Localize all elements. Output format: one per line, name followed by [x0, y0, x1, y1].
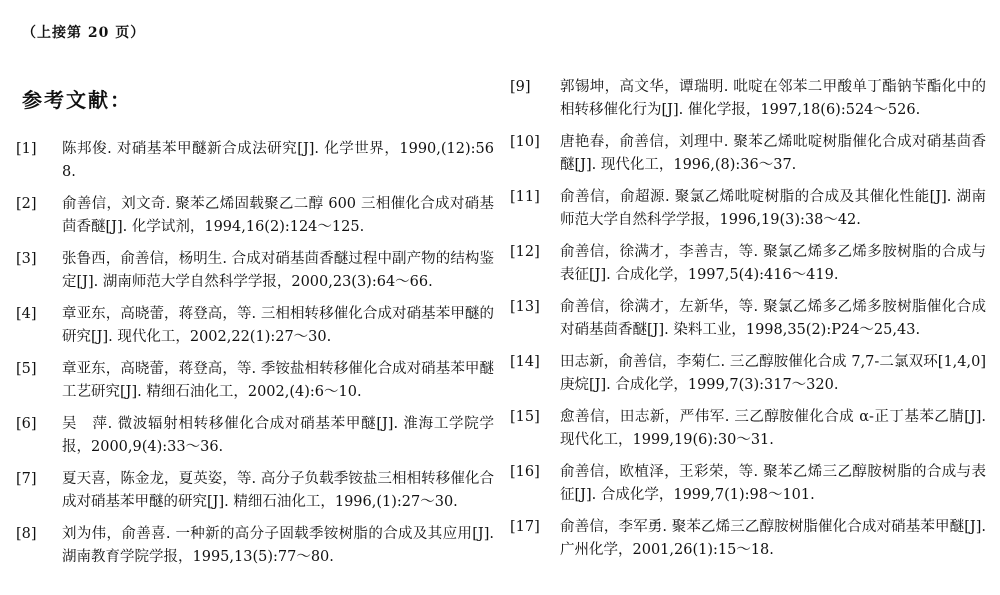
reference-text: 唐艳春，俞善信，刘理中. 聚苯乙烯吡啶树脂催化合成对硝基茴香醚[J]. 现代化工，1996,(8):36～37. [560, 134, 986, 173]
reference-number: [2] [16, 196, 37, 212]
reference-text: 刘为伟，俞善喜. 一种新的高分子固载季铵树脂的合成及其应用[J]. 湖南教育学院学报，1995,13(5):77～80. [62, 526, 494, 565]
reference-item [16, 303, 494, 349]
reference-text: 田志新，俞善信，李菊仁. 三乙醇胺催化合成 7,7-二氯双环[1,4,0]庚烷[J]. 合成化学，1999,7(3):317～320. [560, 354, 986, 393]
reference-number: [16] [510, 464, 540, 480]
reference-item [16, 413, 494, 459]
reference-number: [11] [510, 189, 540, 205]
reference-number: [12] [510, 244, 540, 260]
reference-item [510, 516, 986, 562]
reference-item [16, 358, 494, 404]
references-column-left [16, 138, 494, 578]
reference-text: 郭锡坤，高文华，谭瑞明. 吡啶在邻苯二甲酸单丁酯钠苄酯化中的相转移催化行为[J]. 催化学报，1997,18(6):524～526. [560, 79, 986, 118]
reference-number: [5] [16, 361, 37, 377]
reference-number: [7] [16, 471, 37, 487]
reference-item [510, 351, 986, 397]
reference-text: 夏天喜，陈金龙，夏英姿，等. 高分子负载季铵盐三相相转移催化合成对硝基苯甲醚的研究[J]. 精细石油化工，1996,(1):27～30. [62, 471, 494, 510]
reference-item [16, 468, 494, 514]
reference-text: 俞善信，徐满才，左新华，等. 聚氯乙烯多乙烯多胺树脂催化合成对硝基茴香醚[J]. 染料工业，1998,35(2):P24～25,43. [560, 299, 986, 338]
reference-number: [9] [510, 79, 531, 95]
reference-text: 俞善信，俞超源. 聚氯乙烯吡啶树脂的合成及其催化性能[J]. 湖南师范大学自然科学学报，1996,19(3):38～42. [560, 189, 986, 228]
reference-item [510, 186, 986, 232]
reference-item [510, 131, 986, 177]
reference-text: 章亚东，高晓蕾，蒋登高，等. 三相相转移催化合成对硝基苯甲醚的研究[J]. 现代化工，2002,22(1):27～30. [62, 306, 494, 345]
reference-text: 吴 萍. 微波辐射相转移催化合成对硝基苯甲醚[J]. 淮海工学院学报，2000,9(4):33～36. [62, 416, 494, 455]
reference-text: 章亚东，高晓蕾，蒋登高，等. 季铵盐相转移催化合成对硝基苯甲醚工艺研究[J]. 精细石油化工，2002,(4):6～10. [62, 361, 494, 400]
reference-item [510, 296, 986, 342]
reference-item [16, 138, 494, 184]
continued-from-page-note: （上接第 20 页） [22, 25, 146, 41]
reference-item [510, 461, 986, 507]
reference-number: [1] [16, 141, 37, 157]
reference-number: [3] [16, 251, 37, 267]
reference-text: 俞善信，徐满才，李善吉，等. 聚氯乙烯多乙烯多胺树脂的合成与表征[J]. 合成化学，1997,5(4):416～419. [560, 244, 986, 283]
reference-number: [15] [510, 409, 540, 425]
reference-number: [10] [510, 134, 540, 150]
reference-item [16, 248, 494, 294]
reference-number: [4] [16, 306, 37, 322]
references-column-right [510, 76, 986, 571]
reference-text: 张鲁西，俞善信，杨明生. 合成对硝基茴香醚过程中副产物的结构鉴定[J]. 湖南师范大学自然科学学报，2000,23(3):64～66. [62, 251, 494, 290]
reference-number: [17] [510, 519, 540, 535]
reference-number: [6] [16, 416, 37, 432]
reference-item [16, 523, 494, 569]
reference-item [510, 406, 986, 452]
reference-item [510, 76, 986, 122]
reference-item [510, 241, 986, 287]
reference-text: 陈邦俊. 对硝基苯甲醚新合成法研究[J]. 化学世界，1990,(12):568. [62, 141, 494, 180]
reference-number: [8] [16, 526, 37, 542]
reference-item [16, 193, 494, 239]
reference-text: 俞善信，李军勇. 聚苯乙烯三乙醇胺树脂催化合成对硝基苯甲醚[J]. 广州化学，2001,26(1):15～18. [560, 519, 986, 558]
reference-text: 俞善信，欧植泽，王彩荣，等. 聚苯乙烯三乙醇胺树脂的合成与表征[J]. 合成化学，1999,7(1):98～101. [560, 464, 986, 503]
reference-text: 俞善信，刘文奇. 聚苯乙烯固载聚乙二醇 600 三相催化合成对硝基茴香醚[J]. 化学试剂，1994,16(2):124～125. [62, 196, 494, 235]
reference-text: 愈善信，田志新，严伟军. 三乙醇胺催化合成 α-正丁基苯乙腈[J]. 现代化工，1999,19(6):30～31. [560, 409, 986, 448]
reference-number: [13] [510, 299, 540, 315]
references-heading: 参考文献： [22, 88, 132, 112]
reference-number: [14] [510, 354, 540, 370]
